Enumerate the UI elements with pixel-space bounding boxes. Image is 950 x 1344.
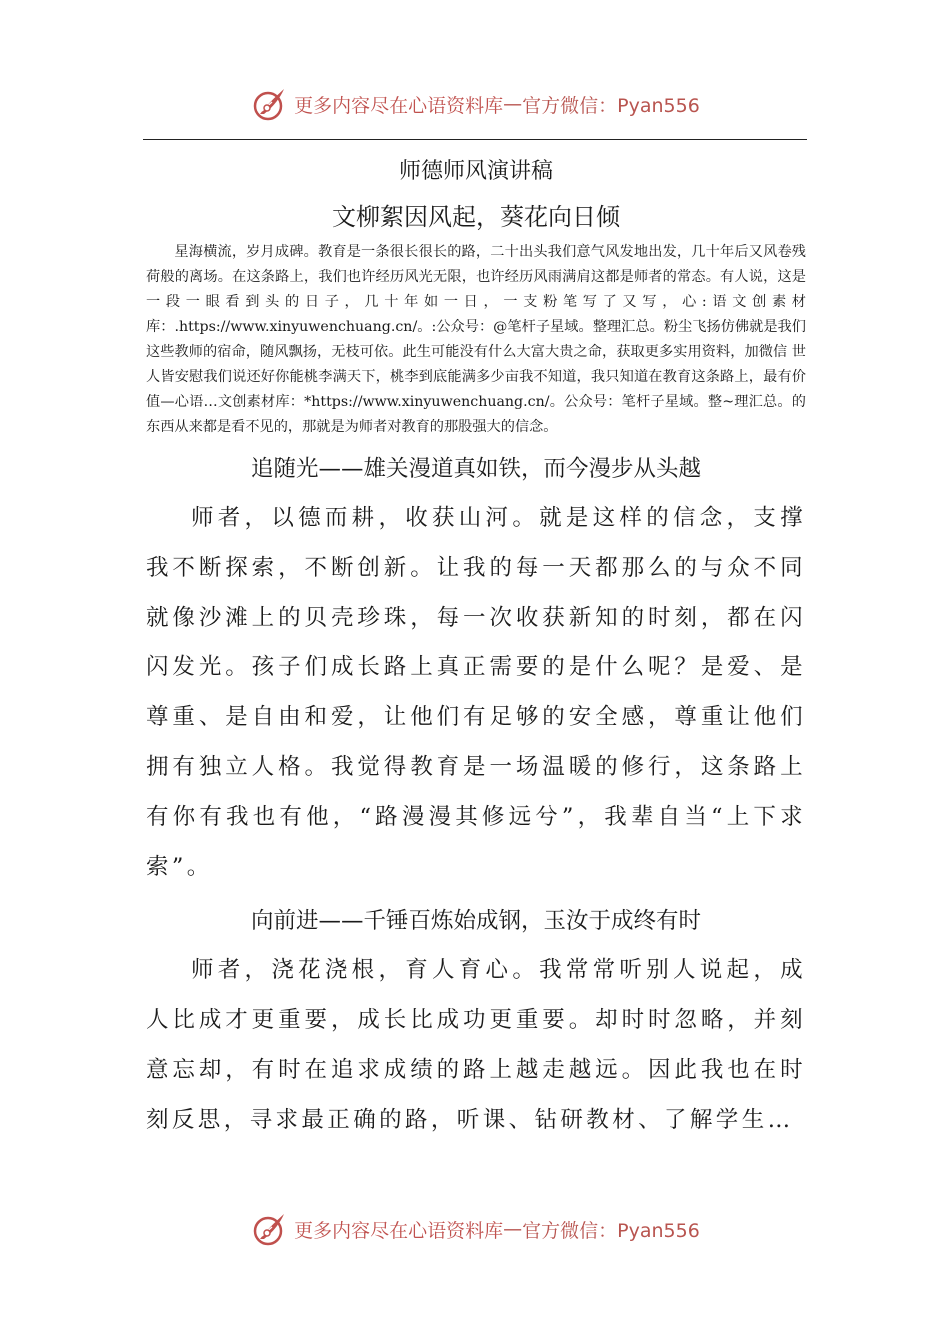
section-heading-1: 追随光——雄关漫道真如铁，而今漫步从头越 bbox=[250, 456, 701, 482]
banner-brand: 更多内容尽在心语资料库 bbox=[294, 94, 504, 117]
banner-contact: 官方微信：Pyan556 bbox=[522, 94, 700, 117]
document-subtitle: 文柳絮因风起，葵花向日倾 bbox=[332, 203, 620, 231]
banner-separator: — bbox=[503, 1218, 523, 1240]
banner-separator: — bbox=[503, 93, 523, 115]
banner-brand: 更多内容尽在心语资料库 bbox=[294, 1219, 504, 1242]
document-body bbox=[146, 150, 806, 1146]
quill-logo-icon bbox=[250, 1209, 290, 1249]
quill-logo-icon bbox=[250, 84, 290, 124]
intro-paragraph: 星海横流，岁月成碑。教育是一条很长很长的路，二十出头我们意气风发地出发，几十年后又风卷残荷般的离场。在这条路上，我们也许经历风光无限，也许经历风雨满肩这都是师者的常态。有人说，这是一段一眼看到头的日子，几十年如一日，一支粉笔写了又写，心:语文创素材库：.https://www.xinyuwenchuang.cn/。:公众号：@笔杆子星域。整理汇总。粉尘飞扬仿佛就是我们这些教师的宿命，随风飘扬，无枝可依。此生可能没有什么大富大贵之命，获取更多实用资料，加微信 世人皆安慰我们说还好你能桃李满天下，桃李到底能满多少亩我不知道，我只知道在教育这条路上，最有价值—心语…文创素材库：*https://www.xinyuwenchuang.cn/。公众号：笔杆子星域。整~理汇总。的东西从来都是看不见的，那就是为师者对教育的那股强大的信念。 bbox=[146, 244, 806, 435]
footer-banner bbox=[0, 1207, 950, 1251]
header-banner bbox=[0, 82, 950, 126]
section-heading-2: 向前进——千锤百炼始成钢，玉汝于成终有时 bbox=[250, 908, 701, 935]
header-rule bbox=[143, 139, 807, 140]
section-paragraph-2: 师者，浇花浇根，育人育心。我常常听别人说起，成人比成才更重要，成长比成功更重要。却时时忽略，并刻意忘却，有时在追求成绩的路上越走越远。因此我也在时刻反思，寻求最正确的路，听课、钻研教材、了解学生… bbox=[146, 957, 806, 1133]
section-paragraph-1: 师者，以德而耕，收获山河。就是这样的信念，支撑我不断探索，不断创新。让我的每一天都那么的与众不同就像沙滩上的贝壳珍珠，每一次收获新知的时刻，都在闪闪发光。孩子们成长路上真正需要的是什么呢？是爱、是尊重、是自由和爱，让他们有足够的安全感，尊重让他们拥有独立人格。我觉得教育是一场温暖的修行，这条路上有你有我也有他，“路漫漫其修远兮”，我辈自当“上下求索”。 bbox=[146, 505, 806, 880]
document-title: 师德师风演讲稿 bbox=[398, 159, 553, 184]
banner-contact: 官方微信：Pyan556 bbox=[522, 1219, 700, 1242]
